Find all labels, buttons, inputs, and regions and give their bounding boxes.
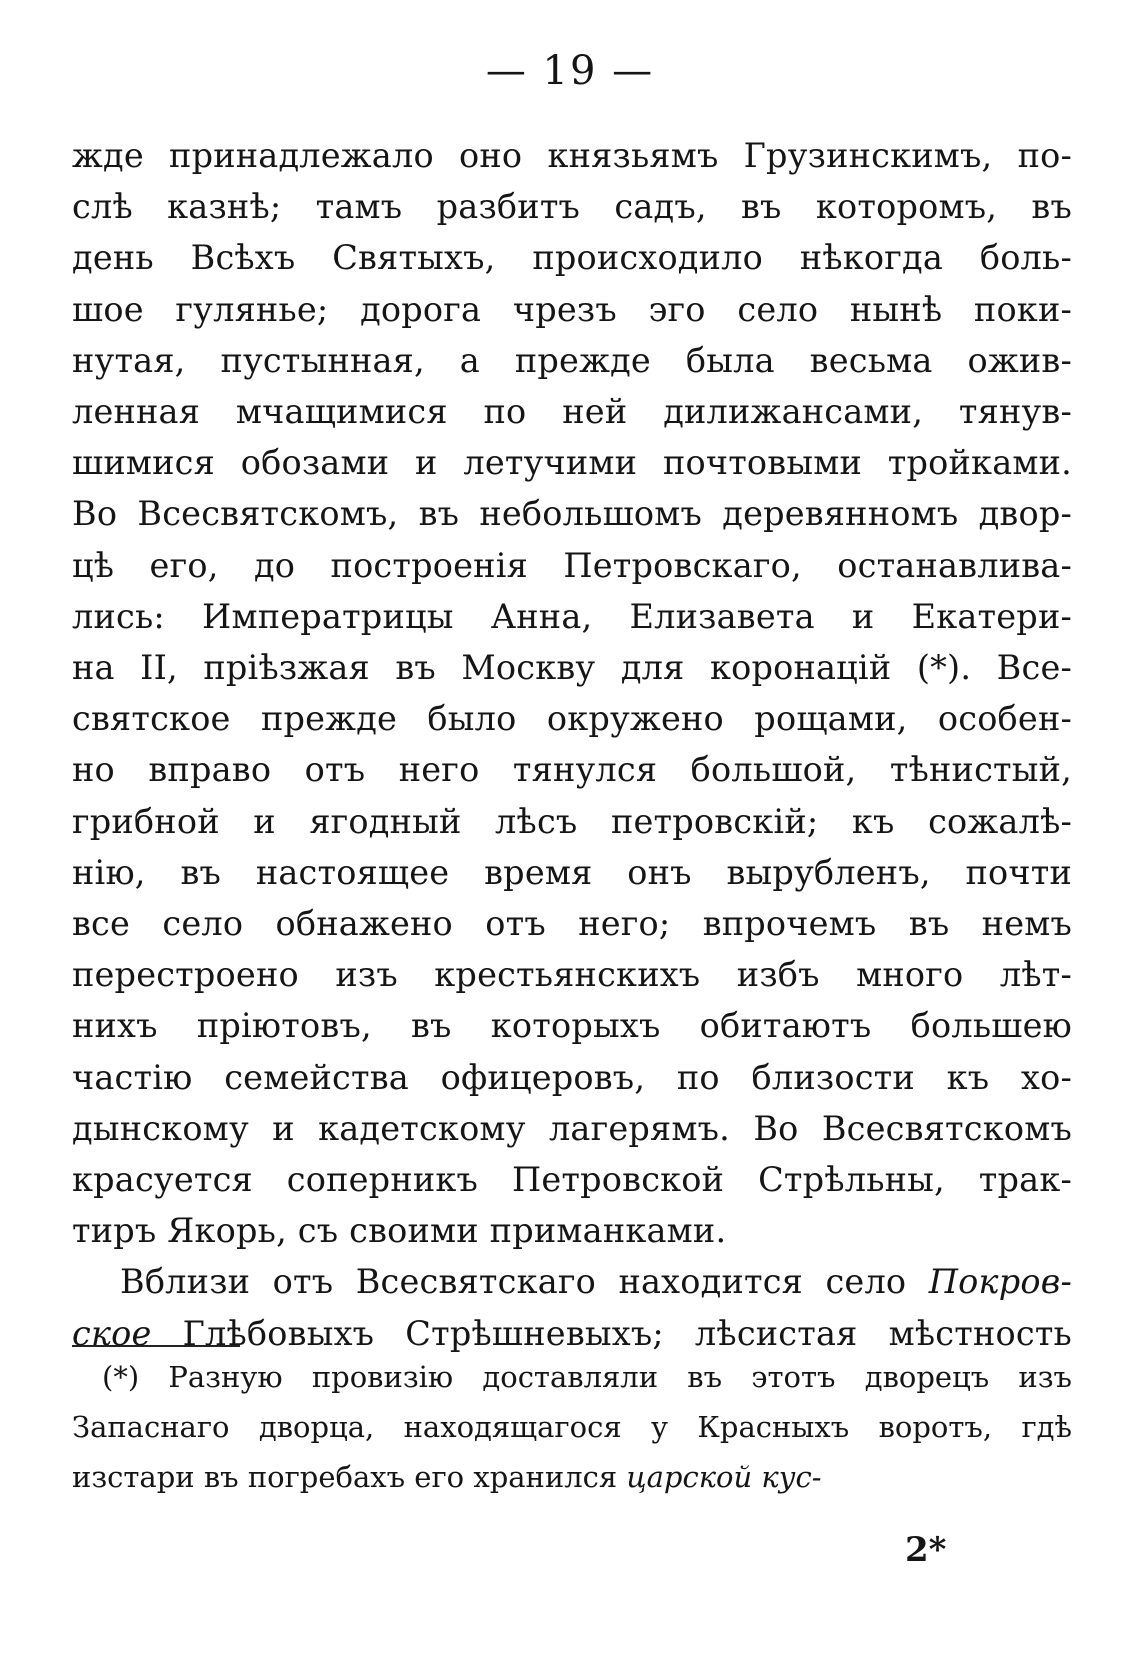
text-line [72,386,1072,437]
footnote-line [72,1402,1072,1452]
text-line [72,591,1072,642]
text-run: (*) Разную провизію доставляли въ этотъ дворецъ изъ [102,1360,1072,1394]
text-run: дынскому и кадетскому лагерямъ. Во Всесвятскомъ [72,1108,1072,1148]
text-line [72,693,1072,744]
text-run: Во Всесвятскомъ, въ небольшомъ деревянномъ двор- [72,494,1072,534]
text-run: святское прежде было окружено рощами, особен- [72,699,1072,739]
printer-signature-mark: 2* [905,1530,947,1570]
text-run: изстари въ погребахъ его хранился [72,1460,627,1494]
text-run: тиръ Якорь, съ своими приманками. [72,1211,727,1251]
italic-text: Покров- [928,1262,1072,1302]
text-run: слѣ казнѣ; тамъ разбитъ садъ, въ которомъ, въ [72,187,1072,227]
text-run: грибной и ягодный лѣсъ петровскій; къ сожалѣ- [72,801,1072,841]
footnote-text [72,1352,1072,1502]
text-line [72,181,1072,232]
text-run: Глѣбовыхъ Стрѣшневыхъ; лѣсистая мѣстность [151,1313,1072,1353]
text-line [72,284,1072,335]
text-line [72,335,1072,386]
text-line [72,437,1072,488]
italic-text: ское [72,1313,152,1353]
text-line [72,232,1072,283]
text-line [72,1154,1072,1205]
text-run: перестроено изъ крестьянскихъ избъ много лѣт- [72,955,1072,995]
text-run: нію, въ настоящее время онъ вырубленъ, почти [72,852,1072,892]
text-line [72,1052,1072,1103]
text-run: лись: Императрицы Анна, Елизавета и Екатери- [72,596,1072,636]
text-run: жде принадлежало оно князьямъ Грузинскимъ, по- [72,136,1072,175]
text-line [72,898,1072,949]
text-run: шое гулянье; дорога чрезъ эго село нынѣ поки- [72,289,1072,329]
text-line [72,130,1072,181]
text-run: Вблизи отъ Всесвятскаго находится село [120,1262,929,1302]
text-line [72,1000,1072,1051]
text-run: на II, пріѣзжая въ Москву для коронацій (*). Все- [72,648,1072,688]
text-line [72,949,1072,1000]
text-line [72,796,1072,847]
text-run: шимися обозами и летучими почтовыми тройками. [72,443,1072,483]
text-line [72,744,1072,795]
main-text [72,130,1072,1359]
footnote-line [72,1452,1072,1502]
text-line [72,540,1072,591]
text-run: ленная мчащимися по ней дилижансами, тянув- [72,392,1072,432]
text-run: но вправо отъ него тянулся большой, тѣнистый, [72,750,1072,790]
text-run: нутая, пустынная, а прежде была весьма ожив- [72,340,1072,380]
text-run: частію семейства офицеровъ, по близости къ хо- [72,1057,1072,1097]
page-number: — 19 — [485,48,655,94]
text-line [72,847,1072,898]
footnote-line [72,1352,1072,1402]
footnote-separator [72,1345,240,1347]
text-line [72,1205,1072,1256]
text-run: цѣ его, до построенія Петровскаго, останавлива- [72,545,1072,585]
text-line [72,1103,1072,1154]
text-run: красуется соперникъ Петровской Стрѣльны, трак- [72,1160,1072,1200]
text-line [72,642,1072,693]
text-line [72,488,1072,539]
text-run: все село обнажено отъ него; впрочемъ въ немъ [72,904,1072,944]
italic-text: царской кус- [626,1460,822,1494]
text-run: день Всѣхъ Святыхъ, происходило нѣкогда боль- [72,238,1072,278]
text-line [72,1256,1072,1307]
text-run: Запаснаго дворца, находящагося у Красныхъ воротъ, гдѣ [72,1410,1072,1444]
text-run: нихъ пріютовъ, въ которыхъ обитаютъ большею [72,1006,1072,1046]
